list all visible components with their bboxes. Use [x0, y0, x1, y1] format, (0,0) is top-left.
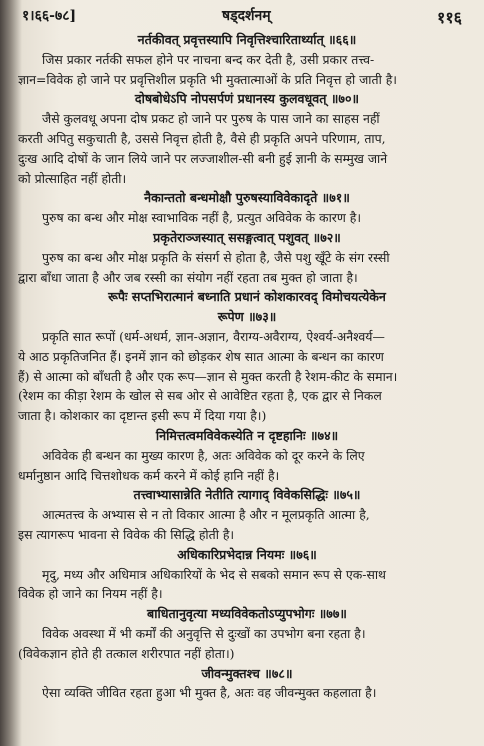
commentary-line: ऐसा व्यक्ति जीवित रहता हुआ भी मुक्त है, अतः वह जीवन्मुक्त कहलाता है। — [42, 685, 377, 701]
sutra-line: जीवन्मुक्तश्च ॥७८॥ — [201, 665, 293, 681]
page-body — [18, 30, 476, 703]
sutra-line: दोषबोधेऽपि नोपसर्पणं प्रधानस्य कुलवधूवत् ॥७०॥ — [134, 91, 360, 107]
verse-range: १।६६-७८] — [22, 8, 77, 24]
commentary-line: आत्मतत्त्व के अभ्यास से न तो विकार आत्मा है और न मूलप्रकृति आत्मा है, — [42, 507, 370, 523]
commentary-line: जैसे कुलवधू अपना दोष प्रकट हो जाने पर पुरुष के पास जाने का साहस नहीं — [42, 111, 380, 127]
commentary-line: विवेक अवस्था में भी कर्मों की अनुवृत्ति से दुःखों का उपभोग बना रहता है। — [42, 625, 366, 641]
commentary-line: पुरुष का बन्ध और मोक्ष प्रकृति के संसर्ग से होता है, जैसे पशु खूँटे के संग रस्सी — [42, 249, 390, 265]
commentary-line: को प्रोत्साहित नहीं होती। — [18, 170, 127, 186]
sutra-line: रूपैः सप्तभिरात्मानं बध्नाति प्रधानं कोशकारवद् विमोचयत्येकेन — [108, 289, 386, 305]
commentary-line: (विवेकज्ञान होते ही तत्काल शरीरपात नहीं होता।) — [18, 645, 235, 661]
commentary-line: पुरुष का बन्ध और मोक्ष स्वाभाविक नहीं है, प्रत्युत अविवेक के कारण है। — [42, 210, 362, 226]
commentary-line: हैं) से आत्मा को बाँधती है और एक रूप—ज्ञान से मुक्त करती है रेशम-कीट के समान। — [18, 368, 398, 384]
sutra-line: नर्तकीवत् प्रवृत्तस्यापि निवृत्तिश्चारितार्थ्यात् ॥६६॥ — [137, 32, 357, 47]
sutra-line: तत्त्वाभ्यासान्नेति नेतीति त्यागाद् विवेकसिद्धिः ॥७५॥ — [133, 487, 361, 503]
sutra-line: प्रकृतेराञ्जस्यात् ससङ्गत्वात् पशुवत् ॥७२॥ — [153, 229, 341, 245]
sutra-line: रूपेण ॥७३॥ — [217, 309, 277, 325]
sutra-line: अधिकारिप्रभेदान्न नियमः ॥७६॥ — [177, 546, 317, 562]
commentary-line: जाता है। कोशकार का दृष्टान्त इसी रूप में दिया गया है।) — [18, 408, 267, 424]
commentary-line: ज्ञान=विवेक हो जाने पर प्रवृत्तिशील प्रकृति भी मुक्तात्माओं के प्रति निवृत्त हो जाती है। — [18, 71, 397, 87]
commentary-line: (रेशम का कीड़ा रेशम के खोल से सब ओर से आवेष्टित रहता है, एक द्वार से निकल — [18, 388, 382, 404]
sutra-line: निमित्तत्वमविवेकस्येति न दृष्टहानिः ॥७४॥ — [155, 427, 339, 443]
commentary-line: दुःख आदि दोषों के जान लिये जाने पर लज्जाशील-सी बनी हुई ज्ञानी के सम्मुख जाने — [18, 150, 388, 166]
book-title: षड्दर्शनम् — [222, 8, 271, 24]
sutra-line: नैकान्ततो बन्धमोक्षौ पुरुषस्याविवेकादृते ॥७१॥ — [144, 190, 350, 206]
page-header — [22, 6, 470, 30]
commentary-line: करती अपितु सकुचाती है, उससे निवृत्त होती है, वैसे ही प्रकृति अपने परिणाम, ताप, — [18, 130, 386, 146]
commentary-line: ये आठ प्रकृतिजनित हैं। इनमें ज्ञान को छोड़कर शेष सात आत्मा के बन्धन का कारण — [18, 348, 384, 364]
commentary-line: द्वारा बाँधा जाता है और जब रस्सी का संयोग नहीं रहता तब मुक्त हो जाता है। — [18, 269, 358, 285]
commentary-line: प्रकृति सात रूपों (धर्म-अधर्म, ज्ञान-अज्ञान, वैराग्य-अवैराग्य, ऐश्वर्य-अनैश्वर्य— — [42, 328, 385, 344]
sutra-line: बाधितानुवृत्या मध्यविवेकतोऽप्युपभोगः ॥७७॥ — [147, 606, 347, 622]
commentary-line: विवेक हो जाने का नियम नहीं है। — [18, 586, 163, 602]
page-number: ११६ — [437, 8, 462, 27]
commentary-line: मृदु, मध्य और अधिमात्र अधिकारियों के भेद से सबको समान रूप से एक-साथ — [42, 566, 386, 582]
commentary-line: अविवेक ही बन्धन का मुख्य कारण है, अतः अविवेक को दूर करने के लिए — [42, 447, 365, 463]
commentary-line: धर्मानुष्ठान आदि चित्तशोधक कर्म करने में कोई हानि नहीं है। — [18, 467, 280, 483]
commentary-line: जिस प्रकार नर्तकी सफल होने पर नाचना बन्द कर देती है, उसी प्रकार तत्त्व- — [42, 51, 375, 67]
commentary-line: इस त्यागरूप भावना से विवेक की सिद्धि होती है। — [18, 526, 235, 542]
